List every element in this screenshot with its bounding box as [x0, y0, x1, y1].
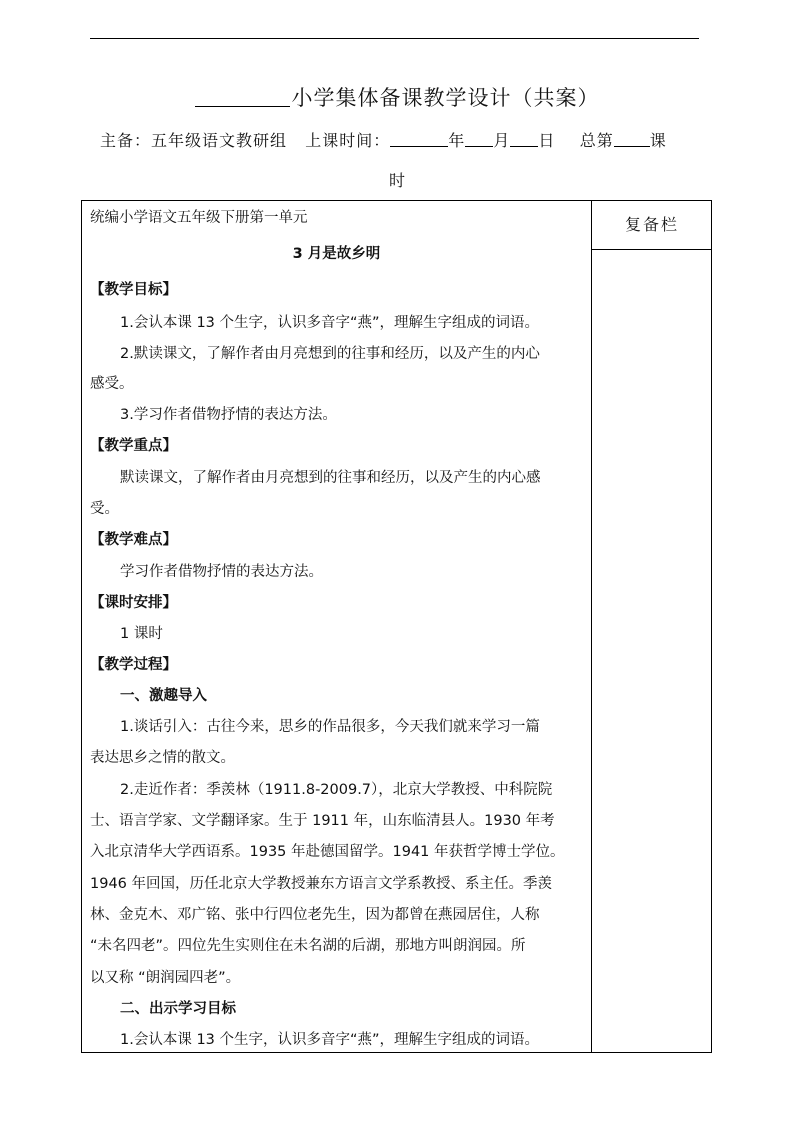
school-name-blank[interactable]	[195, 86, 290, 107]
lesson-plan-table	[81, 200, 712, 1053]
goal-item: 2.默读课文，了解作者由月亮想到的往事和经历，以及产生的内心	[120, 346, 540, 362]
schedule-text: 1 课时	[120, 626, 163, 642]
year-blank[interactable]	[390, 132, 448, 147]
day-blank[interactable]	[510, 132, 538, 147]
key-points-heading: 【教学重点】	[90, 438, 177, 454]
paragraph-line: 1.谈话引入：古往今来，思乡的作品很多，今天我们就来学习一篇	[120, 719, 540, 735]
lesson-content	[82, 201, 591, 1052]
goal-item: 1.会认本课 13 个生字，认识多音字“燕”，理解生字组成的词语。	[120, 315, 540, 331]
goals-heading: 【教学目标】	[90, 282, 177, 298]
column-divider	[591, 201, 592, 1052]
paragraph-line: 表达思乡之情的散文。	[90, 750, 235, 766]
lesson-count-blank[interactable]	[614, 132, 650, 147]
lesson-meta-wrap: 时	[388, 171, 405, 190]
goal-item: 3.学习作者借物抒情的表达方法。	[120, 407, 337, 423]
month-blank[interactable]	[465, 132, 493, 147]
paragraph-line: 2.走近作者：季羡林（1911.8-2009.7），北京大学教授、中科院院	[120, 782, 553, 798]
lesson-title: 3 月是故乡明	[292, 246, 381, 262]
key-points-text-cont: 受。	[90, 501, 119, 517]
page-title: 小学集体备课教学设计（共案）	[0, 82, 794, 112]
paragraph-line: 林、金克木、邓广铭、张中行四位老先生，因为都曾在燕园居住，人称	[90, 907, 540, 923]
paragraph-line: 1.会认本课 13 个生字，认识多音字“燕”，理解生字组成的词语。	[120, 1032, 540, 1048]
difficulties-text: 学习作者借物抒情的表达方法。	[120, 564, 323, 580]
goal-item-cont: 感受。	[90, 376, 134, 392]
paragraph-line: 入北京清华大学西语系。1935 年赴德国留学。1941 年获哲学博士学位。	[90, 844, 565, 860]
header-rule	[90, 38, 699, 39]
step-heading: 一、激趣导入	[120, 688, 207, 704]
class-time-label: 上课时间：	[305, 131, 391, 150]
paragraph-line: “未名四老”。四位先生实则住在未名湖的后湖，那地方叫朗润园。所	[90, 938, 526, 954]
schedule-heading: 【课时安排】	[90, 595, 177, 611]
paragraph-line: 1946 年回国，历任北京大学教授兼东方语言文学系教授、系主任。季羡	[90, 876, 553, 892]
difficulties-heading: 【教学难点】	[90, 532, 177, 548]
process-heading: 【教学过程】	[90, 657, 177, 673]
preparer: 主备：五年级语文教研组	[100, 131, 288, 150]
step-heading: 二、出示学习目标	[120, 1001, 236, 1017]
lesson-meta: 主备：五年级语文教研组 上课时间： 年 月 日 总第 课	[100, 131, 667, 150]
unit-label: 统编小学语文五年级下册第一单元	[90, 210, 308, 226]
paragraph-line: 以又称 “朗润园四老”。	[90, 970, 241, 986]
paragraph-line: 士、语言学家、文学翻译家。生于 1911 年，山东临清县人。1930 年考	[90, 813, 555, 829]
key-points-text: 默读课文，了解作者由月亮想到的往事和经历，以及产生的内心感	[120, 470, 541, 486]
review-column-heading: 复备栏	[592, 201, 712, 250]
